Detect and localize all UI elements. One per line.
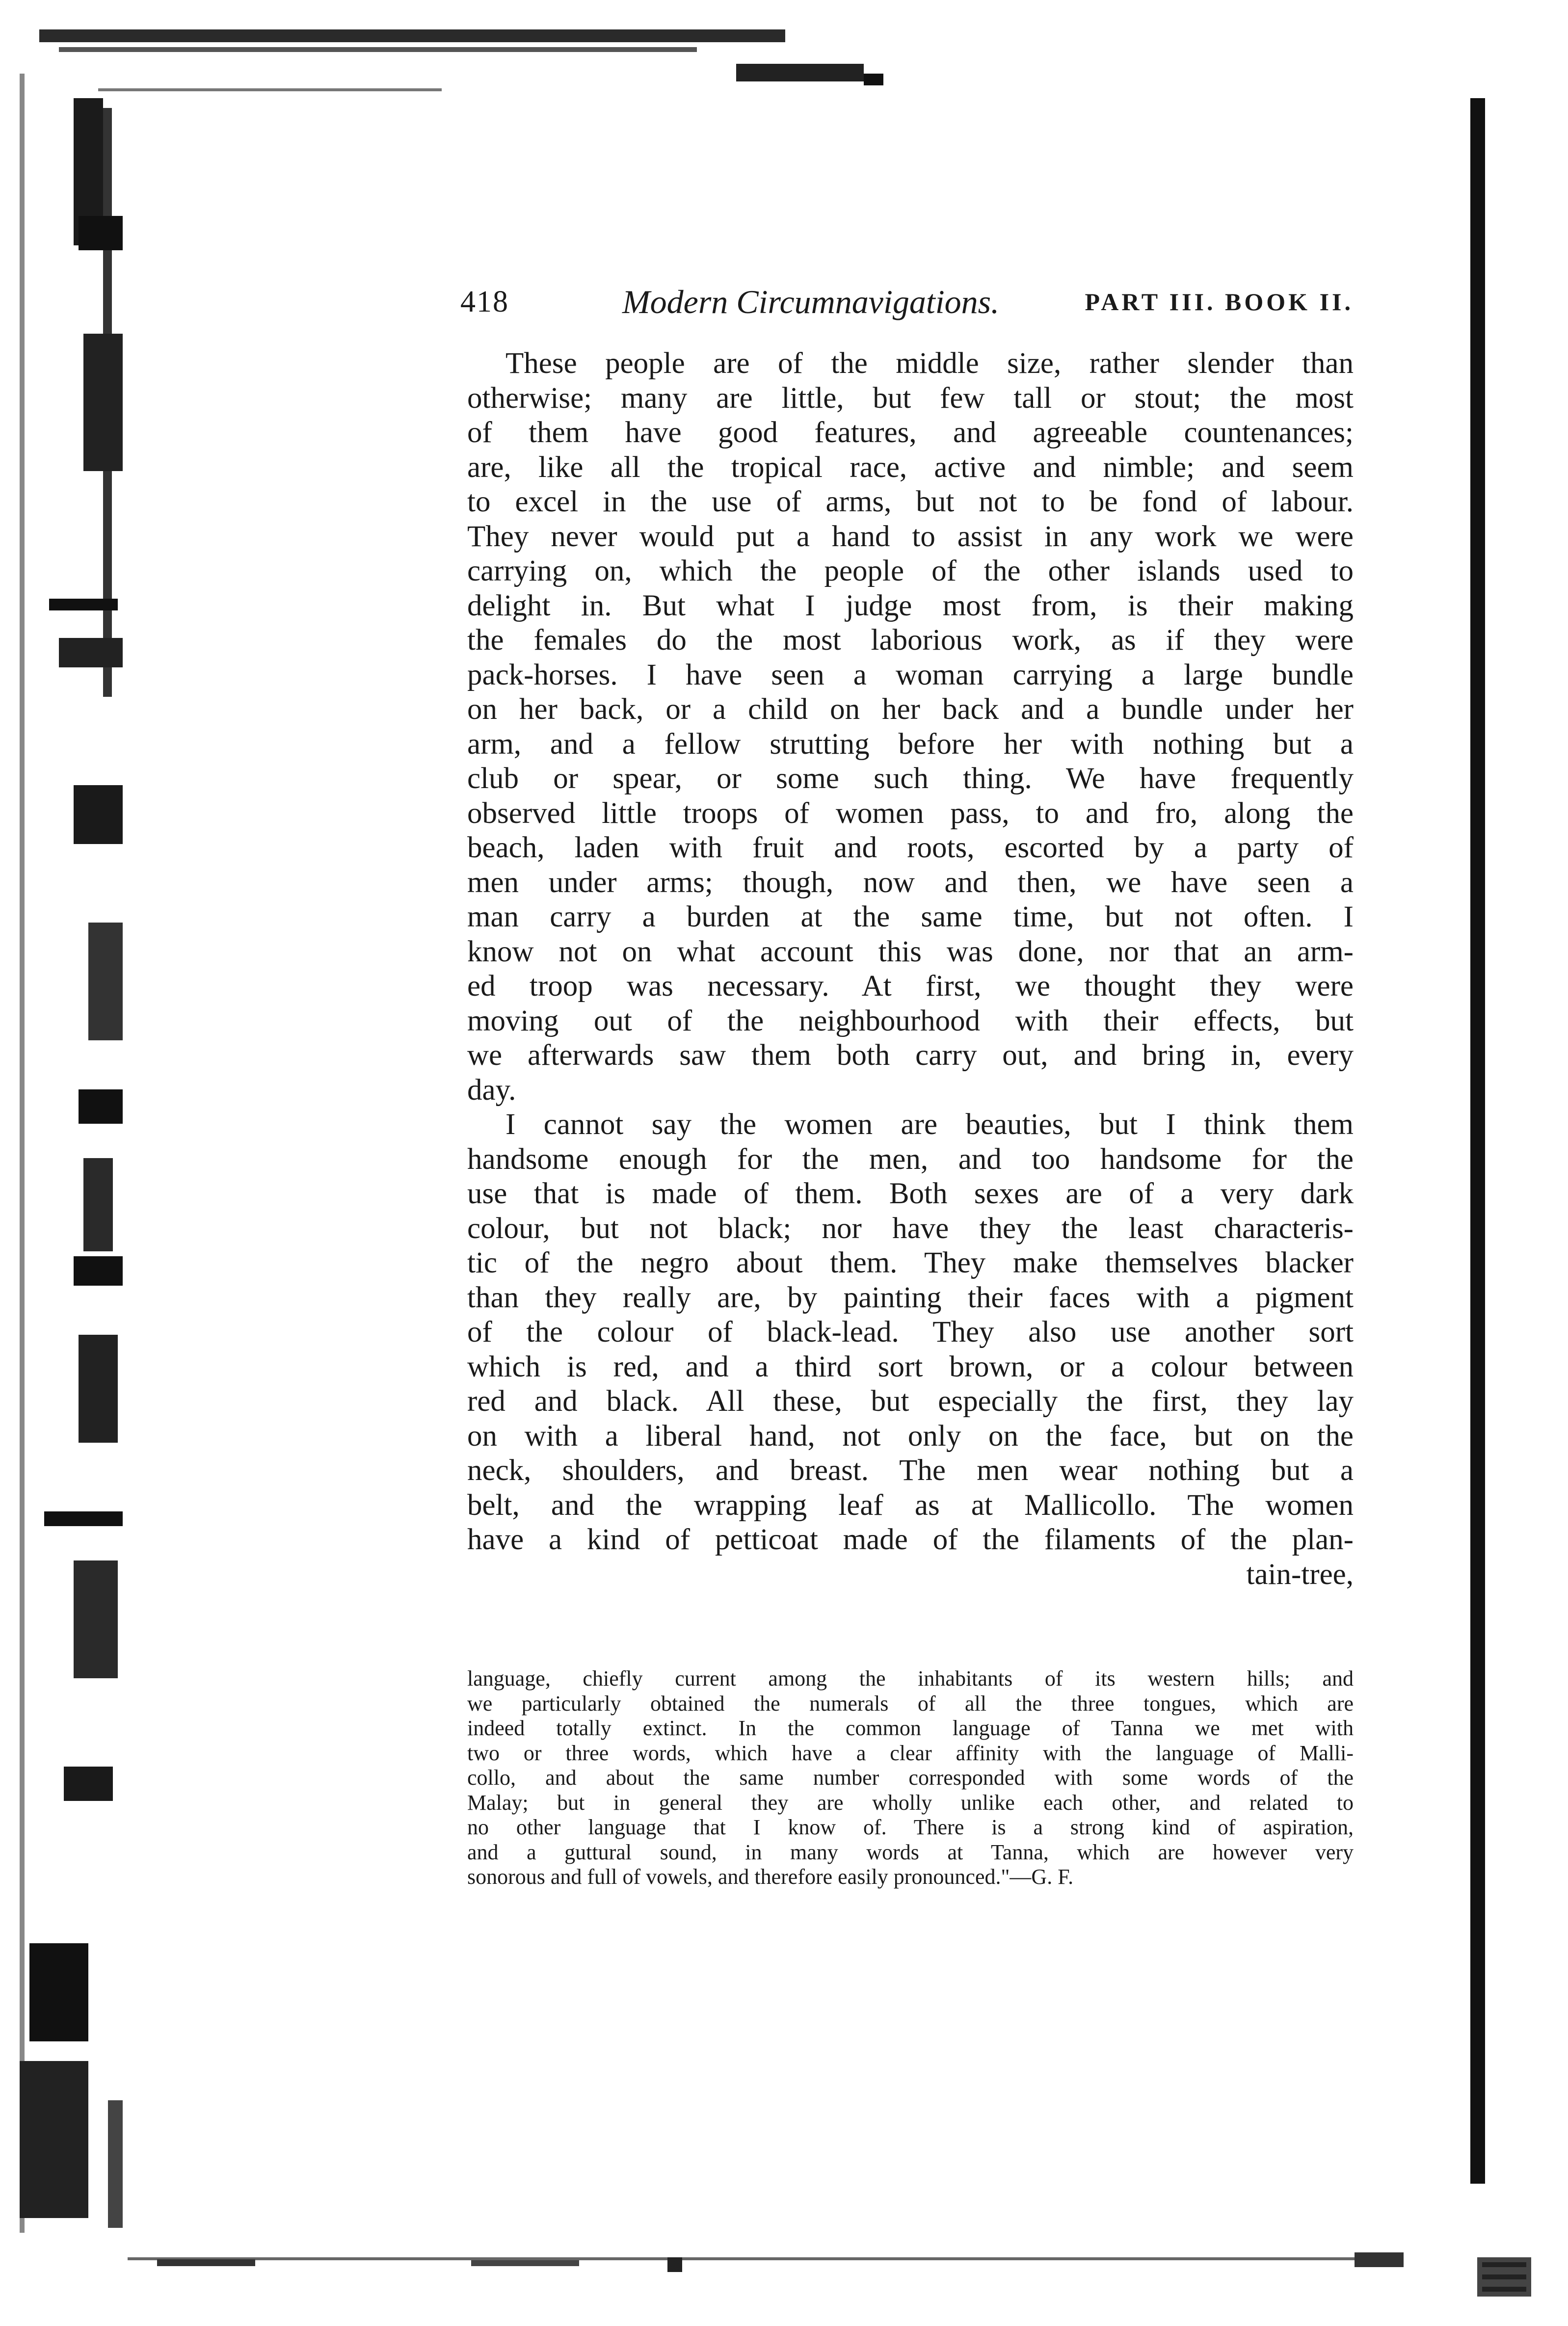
- text-line: of the colour of black-lead. They also use another sort: [467, 1316, 1354, 1348]
- text-line: than they really are, by painting their faces with a pigment: [467, 1281, 1354, 1314]
- text-line: pack-horses. I have seen a woman carrying a large bundle: [467, 658, 1354, 691]
- text-line: of them have good features, and agreeable countenances;: [467, 416, 1354, 449]
- text-line: to excel in the use of arms, but not to be fond of labour.: [467, 485, 1354, 518]
- text-line: have a kind of petticoat made of the filaments of the plan-: [467, 1523, 1354, 1556]
- text-line: These people are of the middle size, rather slender than: [505, 347, 1354, 380]
- footnote-line: indeed totally extinct. In the common language of Tanna we met with: [467, 1716, 1354, 1740]
- text-line: club or spear, or some such thing. We have frequently: [467, 762, 1354, 795]
- text-line: the females do the most laborious work, as if they were: [467, 624, 1354, 657]
- text-line: colour, but not black; nor have they the least characteris-: [467, 1212, 1354, 1245]
- footnote-line: Malay; but in general they are wholly unlike each other, and related to: [467, 1790, 1354, 1815]
- footnote-line: no other language that I know of. There is a strong kind of aspiration,: [467, 1815, 1354, 1839]
- footnote-line: language, chiefly current among the inhabitants of its western hills; and: [467, 1666, 1354, 1691]
- text-line: on her back, or a child on her back and a bundle under her: [467, 693, 1354, 726]
- text-line: otherwise; many are little, but few tall or stout; the most: [467, 381, 1354, 415]
- text-line: which is red, and a third sort brown, or a colour between: [467, 1350, 1354, 1383]
- text-line: carrying on, which the people of the other islands used to: [467, 555, 1354, 587]
- footnote-line: we particularly obtained the numerals of all the three tongues, which are: [467, 1691, 1354, 1716]
- footnote-line: sonorous and full of vowels, and therefore easily pronounced."—G. F.: [467, 1865, 1074, 1889]
- text-line: we afterwards saw them both carry out, and bring in, every: [467, 1039, 1354, 1072]
- text-line: delight in. But what I judge most from, is their making: [467, 589, 1354, 622]
- catchword-line: tain-tree,: [1246, 1558, 1354, 1591]
- text-line: red and black. All these, but especially the first, they lay: [467, 1385, 1354, 1418]
- text-line: beach, laden with fruit and roots, escorted by a party of: [467, 831, 1354, 864]
- running-head-part: PART III. BOOK II.: [1085, 288, 1354, 316]
- running-head: [460, 280, 1354, 324]
- text-line: on with a liberal hand, not only on the face, but on the: [467, 1419, 1354, 1453]
- text-line: tic of the negro about them. They make themselves blacker: [467, 1246, 1354, 1279]
- text-line: know not on what account this was done, nor that an arm-: [467, 935, 1354, 968]
- running-head-title: Modern Circumnavigations.: [622, 283, 1000, 320]
- footnote-line: collo, and about the same number corresponded with some words of the: [467, 1766, 1354, 1790]
- page-number: 418: [460, 285, 509, 318]
- text-line: use that is made of them. Both sexes are of a very dark: [467, 1177, 1354, 1210]
- text-line: belt, and the wrapping leaf as at Mallicollo. The women: [467, 1488, 1354, 1522]
- footnote: [467, 1666, 1354, 1890]
- text-line: day.: [467, 1073, 516, 1107]
- text-line: observed little troops of women pass, to and fro, along the: [467, 796, 1354, 830]
- text-line: They never would put a hand to assist in any work we were: [467, 520, 1354, 553]
- footnote-line: and a guttural sound, in many words at Tanna, which are however very: [467, 1840, 1354, 1864]
- text-line: ed troop was necessary. At first, we thought they were: [467, 970, 1354, 1003]
- text-line: I cannot say the women are beauties, but I think them: [505, 1108, 1354, 1141]
- text-line: arm, and a fellow strutting before her with nothing but a: [467, 727, 1354, 761]
- body-text: [467, 346, 1354, 1592]
- footnote-line: two or three words, which have a clear affinity with the language of Malli-: [467, 1741, 1354, 1765]
- text-line: neck, shoulders, and breast. The men wear nothing but a: [467, 1454, 1354, 1487]
- text-line: are, like all the tropical race, active and nimble; and seem: [467, 450, 1354, 484]
- text-line: men under arms; though, now and then, we have seen a: [467, 866, 1354, 899]
- text-line: handsome enough for the men, and too handsome for the: [467, 1142, 1354, 1176]
- text-line: moving out of the neighbourhood with their effects, but: [467, 1004, 1354, 1037]
- text-line: man carry a burden at the same time, but not often. I: [467, 900, 1354, 933]
